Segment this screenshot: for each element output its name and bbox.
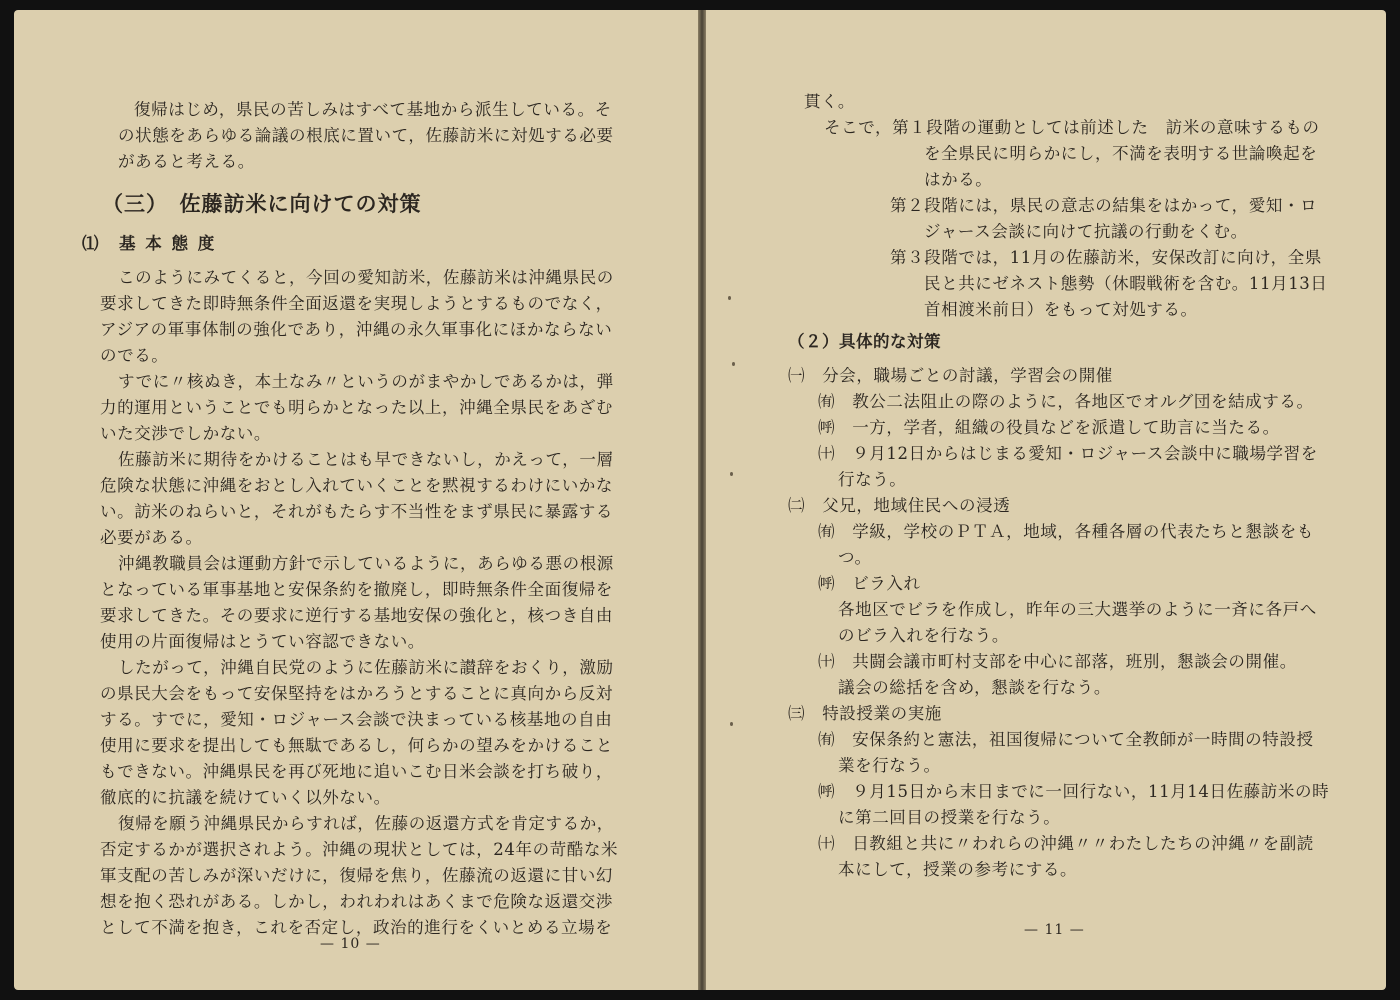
intro-line: の状態をあらゆる論議の根底に置いて，佐藤訪米に対処する必要 (118, 126, 614, 145)
list-item: ㈩ ９月12日からはじまる愛知・ロジャース会談中に職場学習を (818, 444, 1318, 463)
list-item-continuation: に第二回目の授業を行なう。 (838, 808, 1061, 827)
body-line: 要求してきた。その要求に逆行する基地安保の強化と，核つき自由 (100, 606, 613, 625)
body-line: 民と共にゼネスト態勢（休暇戦術を含む。11月13日 (924, 274, 1328, 293)
list-item: ㈩ 共闘会議市町村支部を中心に部落，班別，懇談会の開催。 (818, 652, 1297, 671)
list-heading: ㈠ 分会，職場ごとの討議，学習会の開催 (788, 366, 1113, 385)
list-item-continuation: 本にして，授業の参考にする。 (838, 860, 1078, 879)
list-item: ㈲ 教公二法阻止の際のように，各地区でオルグ団を結成する。 (818, 392, 1314, 411)
body-line: はかる。 (924, 170, 993, 189)
body-line: の県民大会をもって安保堅持をはかろうとすることに真向から反対 (100, 684, 613, 703)
page-number: — 11 — (1024, 922, 1085, 938)
body-line: 想を抱く恐れがある。しかし，われわれはあくまで危険な返還交渉 (100, 892, 613, 911)
page-number: — 10 — (320, 936, 381, 952)
right-page (706, 10, 1386, 990)
body-line: 使用の片面復帰はとうてい容認できない。 (100, 632, 425, 651)
intro-line: 復帰はじめ，県民の苦しみはすべて基地から派生している。そ (134, 100, 612, 119)
body-line: 力的運用ということでも明らかとなった以上，沖縄全県民をあざむ (100, 398, 613, 417)
list-heading: ㈡ 父兄，地域住民への浸透 (788, 496, 1011, 515)
body-line: のでる。 (100, 346, 169, 365)
body-line: もできない。沖縄県民を再び死地に追いこむ日米会談を打ち破り， (100, 762, 613, 781)
paper-speck (732, 362, 735, 366)
body-line: 否定するかが選択されよう。沖縄の現状としては，24年の苛酷な米 (100, 840, 619, 859)
body-line: となっている軍事基地と安保条約を撤廃し，即時無条件全面復帰を (100, 580, 613, 599)
body-line: 第３段階では，11月の佐藤訪米，安保改訂に向け，全県 (890, 248, 1322, 267)
body-line: 佐藤訪米に期待をかけることはも早できないし，かえって，一層 (118, 450, 614, 469)
list-item: ㈺ ９月15日から末日までに一回行ない，11月14日佐藤訪米の時 (818, 782, 1330, 801)
body-line: を全県民に明らかにし，不満を表明する世論喚起を (924, 144, 1318, 163)
list-item-continuation: つ。 (838, 548, 872, 567)
list-heading: ㈢ 特設授業の実施 (788, 704, 942, 723)
list-item: ㈲ 安保条約と憲法，祖国復帰について全教師が一時間の特設授 (818, 730, 1314, 749)
body-line: したがって，沖縄自民党のように佐藤訪米に讃辞をおくり，激励 (118, 658, 614, 677)
body-line: このようにみてくると，今回の愛知訪米，佐藤訪米は沖縄県民の (118, 268, 614, 287)
list-item: ㈲ 学級，学校のＰＴＡ，地域，各種各層の代表たちと懇談をも (818, 522, 1314, 541)
body-line: い。訪米のねらいと，それがもたらす不当性をまず県民に暴露する (100, 502, 613, 521)
list-item: ㈺ ビラ入れ (818, 574, 921, 593)
list-item-continuation: 業を行なう。 (838, 756, 941, 775)
body-line: 復帰を願う沖縄県民からすれば，佐藤の返還方式を肯定するか， (118, 814, 614, 833)
body-line: 軍支配の苦しみが深いだけに，復帰を焦り，佐藤流の返還に甘い幻 (100, 866, 613, 885)
body-line: する。すでに，愛知・ロジャース会談で決まっている核基地の自由 (100, 710, 613, 729)
body-line: ジャース会談に向けて抗議の行動をくむ。 (924, 222, 1248, 241)
section-heading: （三） 佐藤訪米に向けての対策 (102, 191, 422, 216)
body-line: 要求してきた即時無条件全面返還を実現しようとするものでなく， (100, 294, 613, 313)
subsection-heading: ⑴ 基 本 態 度 (82, 234, 217, 253)
body-line: いた交渉でしかない。 (100, 424, 271, 443)
body-line: 首相渡米前日）をもって対処する。 (924, 300, 1198, 319)
paper-speck (728, 296, 731, 300)
body-line: 危険な状態に沖縄をおとし入れていくことを黙視するわけにいかな (100, 476, 613, 495)
list-item-continuation: 議会の総括を含め，懇談を行なう。 (838, 678, 1111, 697)
body-line: 使用に要求を提出しても無駄であるし，何らかの望みをかけること (100, 736, 613, 755)
body-line: 貫く。 (804, 92, 855, 111)
list-item: ㈺ 一方，学者，組織の役員などを派遣して助言に当たる。 (818, 418, 1280, 437)
body-line: そこで，第１段階の運動としては前述した 訪米の意味するもの (824, 118, 1320, 137)
list-item-continuation: 行なう。 (838, 470, 907, 489)
paper-speck (730, 472, 733, 476)
body-line: アジアの軍事体制の強化であり，沖縄の永久軍事化にほかならない (100, 320, 613, 339)
list-item-continuation: のビラ入れを行なう。 (838, 626, 1009, 645)
body-line: 沖縄教職員会は運動方針で示しているように，あらゆる悪の根源 (118, 554, 614, 573)
body-line: 第２段階には，県民の意志の結集をはかって，愛知・ロ (890, 196, 1318, 215)
book-gutter (698, 10, 706, 990)
body-line: 必要がある。 (100, 528, 203, 547)
subsection-heading: （２）具体的な対策 (788, 332, 941, 351)
body-line: 徹底的に抗議を続けていく以外ない。 (100, 788, 391, 807)
body-line: すでに〃核ぬき，本土なみ〃というのがまやかしであるかは，弾 (118, 372, 614, 391)
list-item: ㈩ 日教組と共に〃われらの沖縄〃〃わたしたちの沖縄〃を副読 (818, 834, 1314, 853)
body-line: として不満を抱き，これを否定し，政治的進行をくいとめる立場を (100, 918, 613, 937)
list-item-continuation: 各地区でビラを作成し，昨年の三大選挙のように一斉に各戸へ (838, 600, 1317, 619)
left-page (14, 10, 698, 990)
paper-speck (730, 722, 733, 726)
intro-line: があると考える。 (118, 152, 255, 171)
